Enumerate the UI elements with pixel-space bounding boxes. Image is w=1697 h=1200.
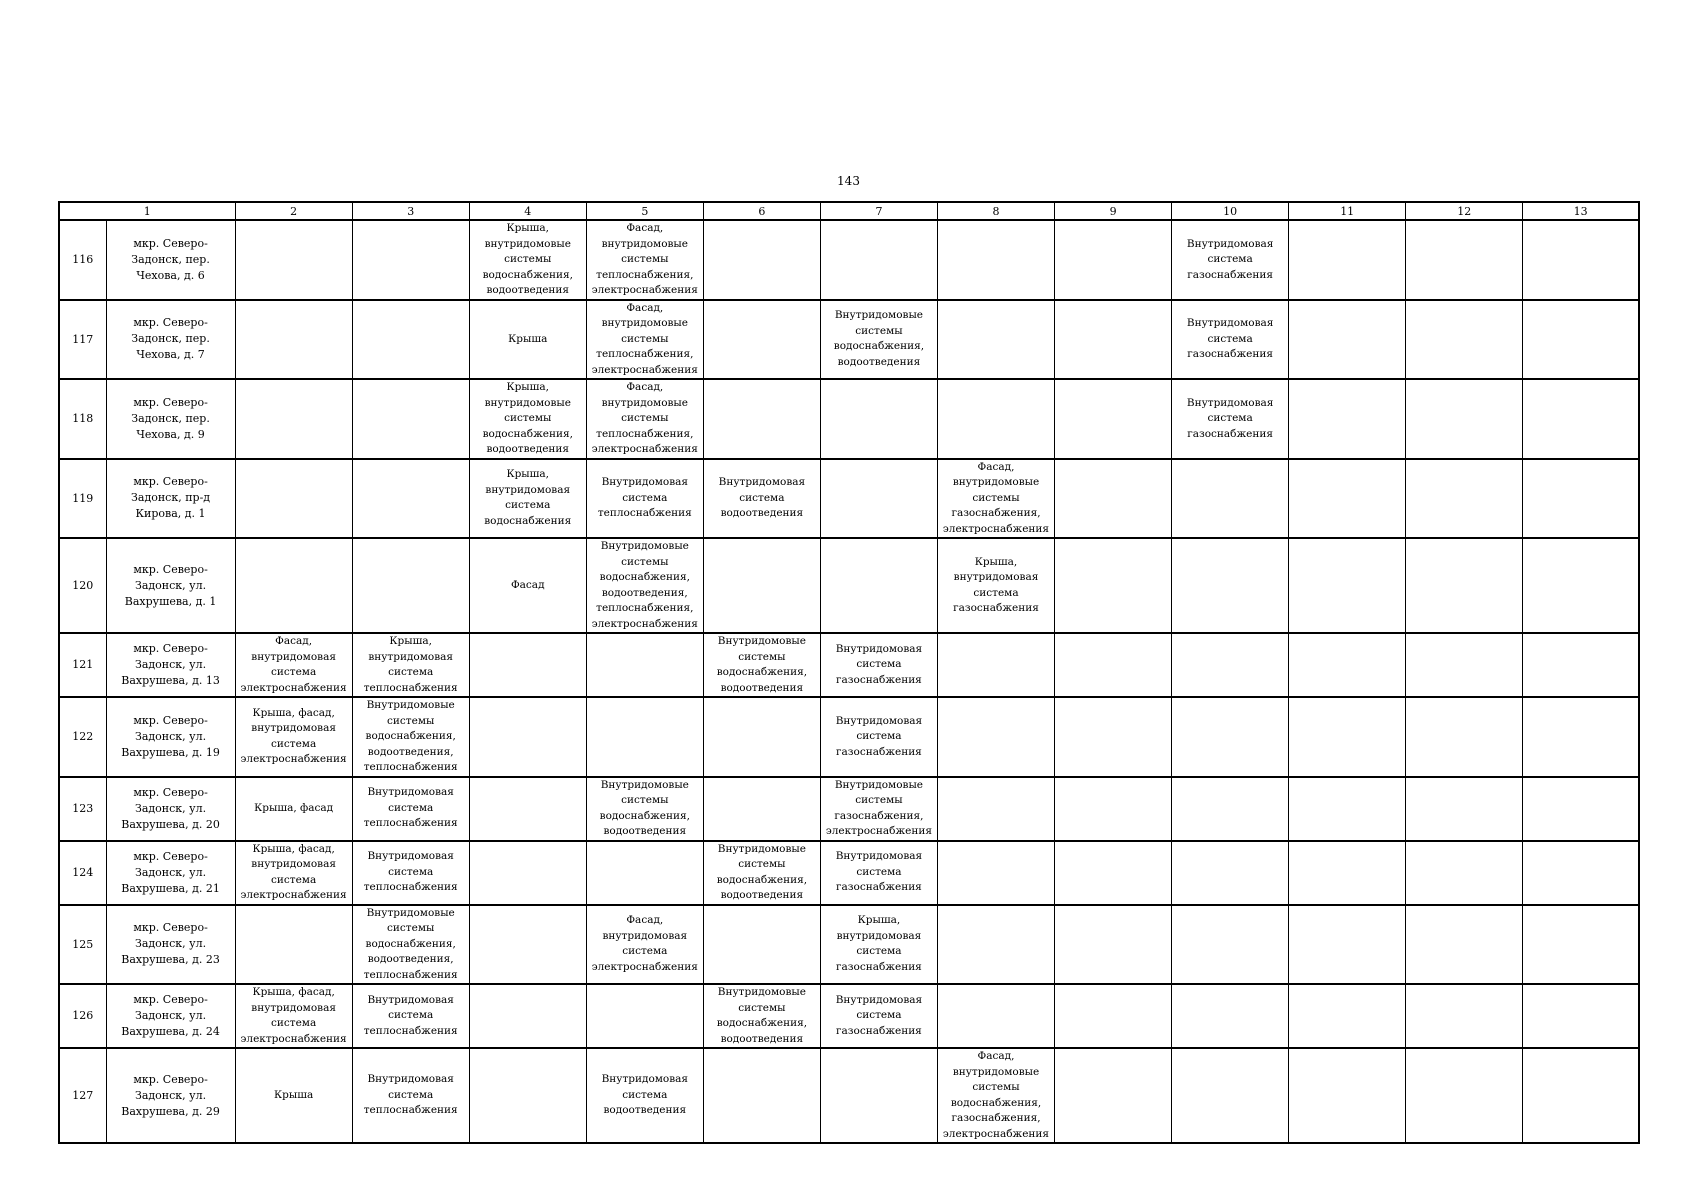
row-number: 118 [59, 379, 106, 459]
work-cell-col-7: Крыша, внутридомовая система газоснабжения [820, 905, 937, 985]
work-cell-col-2: Крыша, фасад, внутридомовая система электроснабжения [235, 697, 352, 777]
address-cell: мкр. Северо-Задонск, пер. Чехова, д. 7 [106, 300, 235, 380]
table-row [59, 220, 1639, 300]
address-cell: мкр. Северо-Задонск, ул. Вахрушева, д. 23 [106, 905, 235, 985]
address-cell: мкр. Северо-Задонск, пер. Чехова, д. 9 [106, 379, 235, 459]
work-cell-col-11 [1289, 697, 1406, 777]
header-row [59, 202, 1639, 220]
work-cell-col-8 [937, 905, 1054, 985]
table-row [59, 1048, 1639, 1143]
address-cell: мкр. Северо-Задонск, пр-д Кирова, д. 1 [106, 459, 235, 539]
work-cell-col-12 [1406, 379, 1523, 459]
column-header-11: 11 [1289, 202, 1406, 220]
work-cell-col-13 [1523, 905, 1639, 985]
address-cell: мкр. Северо-Задонск, ул. Вахрушева, д. 20 [106, 777, 235, 841]
work-cell-col-3 [352, 379, 469, 459]
work-cell-col-9 [1055, 633, 1172, 697]
work-cell-col-7: Внутридомовые системы водоснабжения, водоотведения [820, 300, 937, 380]
work-cell-col-8 [937, 984, 1054, 1048]
work-cell-col-8 [937, 697, 1054, 777]
work-cell-col-7: Внутридомовая система газоснабжения [820, 697, 937, 777]
work-cell-col-8: Крыша, внутридомовая система газоснабжения [937, 538, 1054, 633]
work-cell-col-13 [1523, 777, 1639, 841]
work-cell-col-9 [1055, 905, 1172, 985]
work-cell-col-9 [1055, 459, 1172, 539]
work-cell-col-11 [1289, 841, 1406, 905]
work-cell-col-11 [1289, 984, 1406, 1048]
row-number: 123 [59, 777, 106, 841]
work-cell-col-6: Внутридомовые системы водоснабжения, водоотведения [703, 841, 820, 905]
work-cell-col-11 [1289, 1048, 1406, 1143]
column-header-5: 5 [586, 202, 703, 220]
work-cell-col-9 [1055, 220, 1172, 300]
column-header-2: 2 [235, 202, 352, 220]
work-cell-col-2: Крыша, фасад, внутридомовая система электроснабжения [235, 841, 352, 905]
work-cell-col-2 [235, 379, 352, 459]
work-cell-col-8 [937, 220, 1054, 300]
work-cell-col-2 [235, 905, 352, 985]
work-cell-col-4: Крыша, внутридомовые системы водоснабжения, водоотведения [469, 379, 586, 459]
work-cell-col-11 [1289, 220, 1406, 300]
row-number: 122 [59, 697, 106, 777]
work-cell-col-11 [1289, 777, 1406, 841]
work-cell-col-5 [586, 633, 703, 697]
work-cell-col-8 [937, 300, 1054, 380]
table-row [59, 905, 1639, 985]
work-cell-col-3 [352, 220, 469, 300]
column-header-10: 10 [1172, 202, 1289, 220]
work-cell-col-6 [703, 777, 820, 841]
work-cell-col-13 [1523, 538, 1639, 633]
work-cell-col-10 [1172, 633, 1289, 697]
work-cell-col-11 [1289, 538, 1406, 633]
table-row [59, 459, 1639, 539]
work-cell-col-10: Внутридомовая система газоснабжения [1172, 300, 1289, 380]
work-cell-col-9 [1055, 841, 1172, 905]
work-cell-col-6: Внутридомовая система водоотведения [703, 459, 820, 539]
work-cell-col-13 [1523, 841, 1639, 905]
column-header-12: 12 [1406, 202, 1523, 220]
column-header-4: 4 [469, 202, 586, 220]
table-row [59, 841, 1639, 905]
work-cell-col-6 [703, 379, 820, 459]
row-number: 124 [59, 841, 106, 905]
work-cell-col-11 [1289, 379, 1406, 459]
work-cell-col-3: Внутридомовая система теплоснабжения [352, 841, 469, 905]
work-cell-col-9 [1055, 300, 1172, 380]
work-cell-col-2 [235, 538, 352, 633]
row-number: 121 [59, 633, 106, 697]
work-cell-col-12 [1406, 905, 1523, 985]
table-row [59, 777, 1639, 841]
work-cell-col-8 [937, 633, 1054, 697]
column-header-13: 13 [1523, 202, 1639, 220]
work-cell-col-5: Фасад, внутридомовые системы теплоснабжения, электроснабжения [586, 300, 703, 380]
work-cell-col-7 [820, 459, 937, 539]
work-cell-col-8 [937, 777, 1054, 841]
work-cell-col-2: Крыша [235, 1048, 352, 1143]
row-number: 120 [59, 538, 106, 633]
work-cell-col-10: Внутридомовая система газоснабжения [1172, 220, 1289, 300]
table-row [59, 633, 1639, 697]
work-cell-col-9 [1055, 984, 1172, 1048]
work-cell-col-4 [469, 1048, 586, 1143]
work-cell-col-7 [820, 538, 937, 633]
work-cell-col-3: Крыша, внутридомовая система теплоснабжения [352, 633, 469, 697]
address-cell: мкр. Северо-Задонск, ул. Вахрушева, д. 21 [106, 841, 235, 905]
work-cell-col-2: Крыша, фасад [235, 777, 352, 841]
work-cell-col-8 [937, 379, 1054, 459]
work-cell-col-10 [1172, 1048, 1289, 1143]
work-cell-col-12 [1406, 538, 1523, 633]
work-cell-col-11 [1289, 905, 1406, 985]
work-cell-col-6: Внутридомовые системы водоснабжения, водоотведения [703, 984, 820, 1048]
work-cell-col-7: Внутридомовые системы газоснабжения, электроснабжения [820, 777, 937, 841]
work-cell-col-8: Фасад, внутридомовые системы газоснабжения, электроснабжения [937, 459, 1054, 539]
work-cell-col-6 [703, 697, 820, 777]
work-cell-col-11 [1289, 459, 1406, 539]
work-cell-col-5: Фасад, внутридомовые системы теплоснабжения, электроснабжения [586, 220, 703, 300]
address-cell: мкр. Северо-Задонск, ул. Вахрушева, д. 1 [106, 538, 235, 633]
work-cell-col-10 [1172, 538, 1289, 633]
work-cell-col-5: Внутридомовая система теплоснабжения [586, 459, 703, 539]
work-cell-col-6 [703, 538, 820, 633]
work-cell-col-10 [1172, 841, 1289, 905]
work-cell-col-3: Внутридомовая система теплоснабжения [352, 1048, 469, 1143]
work-cell-col-12 [1406, 841, 1523, 905]
work-cell-col-7: Внутридомовая система газоснабжения [820, 984, 937, 1048]
work-cell-col-7 [820, 1048, 937, 1143]
work-cell-col-12 [1406, 697, 1523, 777]
row-number: 119 [59, 459, 106, 539]
column-header-6: 6 [703, 202, 820, 220]
work-cell-col-6 [703, 905, 820, 985]
work-cell-col-2 [235, 459, 352, 539]
work-cell-col-10 [1172, 777, 1289, 841]
work-cell-col-12 [1406, 984, 1523, 1048]
address-cell: мкр. Северо-Задонск, ул. Вахрушева, д. 19 [106, 697, 235, 777]
work-cell-col-7 [820, 220, 937, 300]
work-cell-col-12 [1406, 300, 1523, 380]
work-cell-col-5: Внутридомовые системы водоснабжения, водоотведения [586, 777, 703, 841]
work-cell-col-13 [1523, 300, 1639, 380]
work-cell-col-7 [820, 379, 937, 459]
row-number: 125 [59, 905, 106, 985]
table-row [59, 538, 1639, 633]
column-header-9: 9 [1055, 202, 1172, 220]
work-cell-col-2 [235, 300, 352, 380]
work-cell-col-3: Внутридомовые системы водоснабжения, водоотведения, теплоснабжения [352, 697, 469, 777]
address-cell: мкр. Северо-Задонск, пер. Чехова, д. 6 [106, 220, 235, 300]
work-cell-col-13 [1523, 633, 1639, 697]
table-row [59, 379, 1639, 459]
work-cell-col-13 [1523, 379, 1639, 459]
work-cell-col-11 [1289, 633, 1406, 697]
work-cell-col-2 [235, 220, 352, 300]
work-cell-col-7: Внутридомовая система газоснабжения [820, 633, 937, 697]
work-cell-col-12 [1406, 777, 1523, 841]
work-cell-col-3 [352, 538, 469, 633]
work-cell-col-3 [352, 300, 469, 380]
work-cell-col-3: Внутридомовая система теплоснабжения [352, 777, 469, 841]
table-row [59, 984, 1639, 1048]
work-cell-col-8: Фасад, внутридомовые системы водоснабжения, газоснабжения, электроснабжения [937, 1048, 1054, 1143]
table-row [59, 697, 1639, 777]
address-cell: мкр. Северо-Задонск, ул. Вахрушева, д. 24 [106, 984, 235, 1048]
work-cell-col-4: Крыша, внутридомовая система водоснабжения [469, 459, 586, 539]
work-cell-col-4 [469, 697, 586, 777]
work-cell-col-4 [469, 841, 586, 905]
work-cell-col-4 [469, 905, 586, 985]
work-cell-col-6 [703, 1048, 820, 1143]
page-number: 143 [837, 174, 860, 188]
work-cell-col-4 [469, 777, 586, 841]
work-cell-col-12 [1406, 633, 1523, 697]
work-cell-col-5 [586, 841, 703, 905]
work-cell-col-10 [1172, 905, 1289, 985]
work-cell-col-13 [1523, 1048, 1639, 1143]
work-cell-col-4: Крыша, внутридомовые системы водоснабжения, водоотведения [469, 220, 586, 300]
work-cell-col-6 [703, 220, 820, 300]
work-cell-col-4: Крыша [469, 300, 586, 380]
work-cell-col-13 [1523, 459, 1639, 539]
work-cell-col-12 [1406, 1048, 1523, 1143]
work-cell-col-5: Фасад, внутридомовые системы теплоснабжения, электроснабжения [586, 379, 703, 459]
column-header-8: 8 [937, 202, 1054, 220]
work-cell-col-9 [1055, 379, 1172, 459]
column-header-1: 1 [59, 202, 235, 220]
address-cell: мкр. Северо-Задонск, ул. Вахрушева, д. 13 [106, 633, 235, 697]
work-cell-col-5 [586, 984, 703, 1048]
work-cell-col-7: Внутридомовая система газоснабжения [820, 841, 937, 905]
work-cell-col-6: Внутридомовые системы водоснабжения, водоотведения [703, 633, 820, 697]
work-cell-col-10 [1172, 984, 1289, 1048]
column-header-3: 3 [352, 202, 469, 220]
table-body [59, 220, 1639, 1143]
row-number: 116 [59, 220, 106, 300]
work-cell-col-5: Внутридомовая система водоотведения [586, 1048, 703, 1143]
work-cell-col-10 [1172, 459, 1289, 539]
work-cell-col-9 [1055, 777, 1172, 841]
table-row [59, 300, 1639, 380]
work-cell-col-4 [469, 984, 586, 1048]
work-cell-col-12 [1406, 220, 1523, 300]
column-header-7: 7 [820, 202, 937, 220]
work-cell-col-13 [1523, 220, 1639, 300]
row-number: 126 [59, 984, 106, 1048]
work-cell-col-9 [1055, 1048, 1172, 1143]
work-cell-col-5 [586, 697, 703, 777]
work-cell-col-12 [1406, 459, 1523, 539]
work-cell-col-6 [703, 300, 820, 380]
work-cell-col-9 [1055, 697, 1172, 777]
work-cell-col-3: Внутридомовая система теплоснабжения [352, 984, 469, 1048]
work-cell-col-13 [1523, 984, 1639, 1048]
work-cell-col-13 [1523, 697, 1639, 777]
work-cell-col-2: Крыша, фасад, внутридомовая система электроснабжения [235, 984, 352, 1048]
row-number: 127 [59, 1048, 106, 1143]
address-cell: мкр. Северо-Задонск, ул. Вахрушева, д. 29 [106, 1048, 235, 1143]
work-cell-col-3: Внутридомовые системы водоснабжения, водоотведения, теплоснабжения [352, 905, 469, 985]
work-cell-col-11 [1289, 300, 1406, 380]
row-number: 117 [59, 300, 106, 380]
work-cell-col-4 [469, 633, 586, 697]
work-cell-col-10: Внутридомовая система газоснабжения [1172, 379, 1289, 459]
table-header [59, 202, 1639, 220]
work-cell-col-4: Фасад [469, 538, 586, 633]
work-cell-col-5: Фасад, внутридомовая система электроснабжения [586, 905, 703, 985]
work-cell-col-8 [937, 841, 1054, 905]
work-cell-col-9 [1055, 538, 1172, 633]
work-cell-col-10 [1172, 697, 1289, 777]
work-cell-col-5: Внутридомовые системы водоснабжения, водоотведения, теплоснабжения, электроснабжения [586, 538, 703, 633]
work-cell-col-2: Фасад, внутридомовая система электроснабжения [235, 633, 352, 697]
work-cell-col-3 [352, 459, 469, 539]
repair-schedule-table [58, 201, 1640, 1144]
